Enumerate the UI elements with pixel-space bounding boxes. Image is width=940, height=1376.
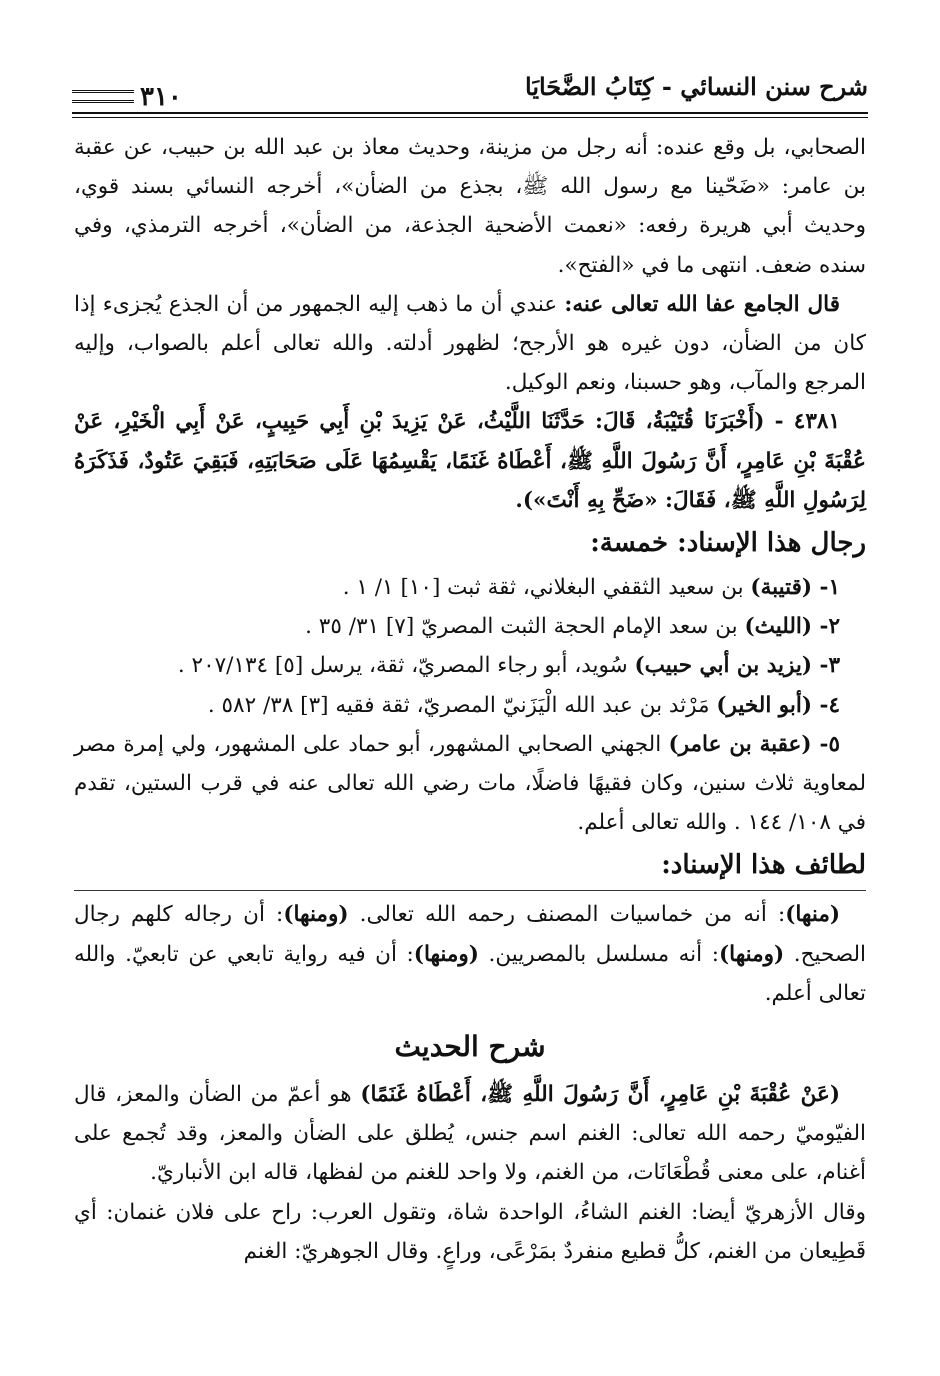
narrator-desc: بن سعيد الثقفي البغلاني، ثقة ثبت [١٠] ١/ ١ . [342,575,751,601]
lataif-marker: (ومنها) [718,941,785,967]
lataif-text: : أنه من خماسيات المصنف رحمه الله تعالى. [348,902,786,928]
lataif-marker: (ومنها) [283,902,349,928]
narrator-item [74,607,866,646]
sharh-paragraph-2: وقال الأزهريّ أيضا: الغنم الشاءُ، الواحدة شاة، وتقول العرب: راح على فلان غنمان: أي قَطِيعان من الغنم، كلُّ قطيع منفردٌ بمَرْعًى، وراعٍ. وقال الجوهريّ: الغنم [74,1199,866,1264]
sharh-paragraph-1 [74,1075,866,1193]
lataif-heading: لطائف هذا الإسناد: [661,850,866,881]
lataif-text: : أن رجاله كلهم رجال الصحيح. [74,902,866,967]
jami-lead: قال الجامع عفا الله تعالى عنه: [564,291,840,317]
ornament-rule-bottom [72,100,134,103]
narrator-item [74,725,866,843]
main-text [74,128,866,1271]
sharh-heading: شرح الحديث [394,1030,546,1064]
narrator-desc: سُويد، أبو رجاء المصريّ، ثقة، يرسل [٥] ٢٠٧/١٣٤ . [177,653,635,679]
paragraph-fath-quote: الصحابي، بل وقع عنده: أنه رجل من مزينة، وحديث معاذ بن عبد الله بن حبيب، عن عقبة بن عامر: «ضَحّينا مع رسول الله ﷺ، بجذع من الضأن»، أخرجه النسائي بسند قوي، وحديث أبي هريرة رفعه: «نعمت الأضحية الجذعة، من الضأن»، أخرجه الترمذي، وفي سنده ضعف. انتهى ما في «الفتح». [74,135,867,278]
hadith-text: ٤٣٨١ - (أَخْبَرَنَا قُتَيْبَةُ، قَالَ: حَدَّثَنَا اللَّيْثُ، عَنْ يَزِيدَ بْنِ أَبِي حَبِيبٍ، عَنْ أَبِي الْخَيْرِ، عَنْ عُقْبَةَ بْنِ عَامِرٍ، أَنَّ رَسُولَ اللَّهِ ﷺ، أَعْطَاهُ غَنَمًا، يَقْسِمُهَا عَلَى صَحَابَتِهِ، فَبَقِيَ عَتُودٌ، فَذَكَرَهُ لِرَسُولِ اللَّهِ ﷺ، فَقَالَ: «ضَحِّ بِهِ أَنْتَ»). [74,409,866,513]
lataif-text: : أنه مسلسل بالمصريين. [478,941,719,967]
narrator-name: ١- (قتيبة) [750,575,840,601]
sharh-quote: (عَنْ عُقْبَةَ بْنِ عَامِرٍ، أَنَّ رَسُولَ اللَّهِ ﷺ، أَعْطَاهُ غَنَمًا) [360,1082,841,1108]
narrator-name: ٤- (أبو الخير) [716,692,840,718]
narrator-item [74,568,866,607]
jami-text: عندي أن ما ذهب إليه الجمهور من أن الجذع يُجزىء إذا كان من الضأن، دون غيره هو الأرجح؛ لظهور أدلته. والله تعالى أعلم بالصواب، وإليه المرجع والمآب، وهو حسبنا، ونعم الوكيل. [74,291,866,396]
page-header [72,70,868,114]
running-title: شرح سنن النسائي - كِتَابُ الضَّحَايَا [525,72,868,101]
header-divider [72,112,868,118]
ornament-rule-top [72,90,134,93]
narrator-desc: مَرْثد بن عبد الله الْيَزَنيّ المصريّ، ثقة فقيه [٣] ٣٨/ ٥٨٢ . [207,692,717,718]
narrator-name: ٣- (يزيد بن أبي حبيب) [634,653,840,679]
sharh-text: هو أعمّ من الضأن والمعز، قال الفيّوميّ رحمه الله تعالى: الغنم اسم جنس، يُطلق على الضأن والمعز، وقد تُجمع على أغنام، على معنى قُطْعَانَات، من الغنم، ولا واحد للغنم من لفظها، قاله ابن الأنباريّ. [74,1082,866,1186]
rijal-heading: رجال هذا الإسناد: خمسة: [590,528,866,559]
narrator-desc: بن سعد الإمام الحجة الثبت المصريّ [٧] ٣١/ ٣٥ . [305,614,745,640]
paragraph-jami-opinion [74,285,866,403]
section-divider [74,890,866,891]
lataif-text: : أن فيه رواية تابعي عن تابعيّ. والله تعالى أعلم. [74,941,866,1006]
page-number: ٣١٠ [140,82,182,112]
narrator-desc: الجهني الصحابي المشهور، أبو حماد على المشهور، ولي إمرة مصر لمعاوية ثلاث سنين، وكان فقيهًا فاضلًا، مات رضي الله تعالى عنه في قرب الستين، تقدم في ١٠٨/ ١٤٤ . والله تعالى أعلم. [74,731,866,836]
lataif-marker: (منها) [785,902,841,928]
narrator-name: ٥- (عقبة بن عامر) [668,731,840,757]
narrator-name: ٢- (الليث) [744,614,840,640]
lataif-marker: (ومنها) [413,941,479,967]
narrator-item [74,686,866,725]
lataif-paragraph [74,895,866,1013]
narrator-item [74,646,866,685]
